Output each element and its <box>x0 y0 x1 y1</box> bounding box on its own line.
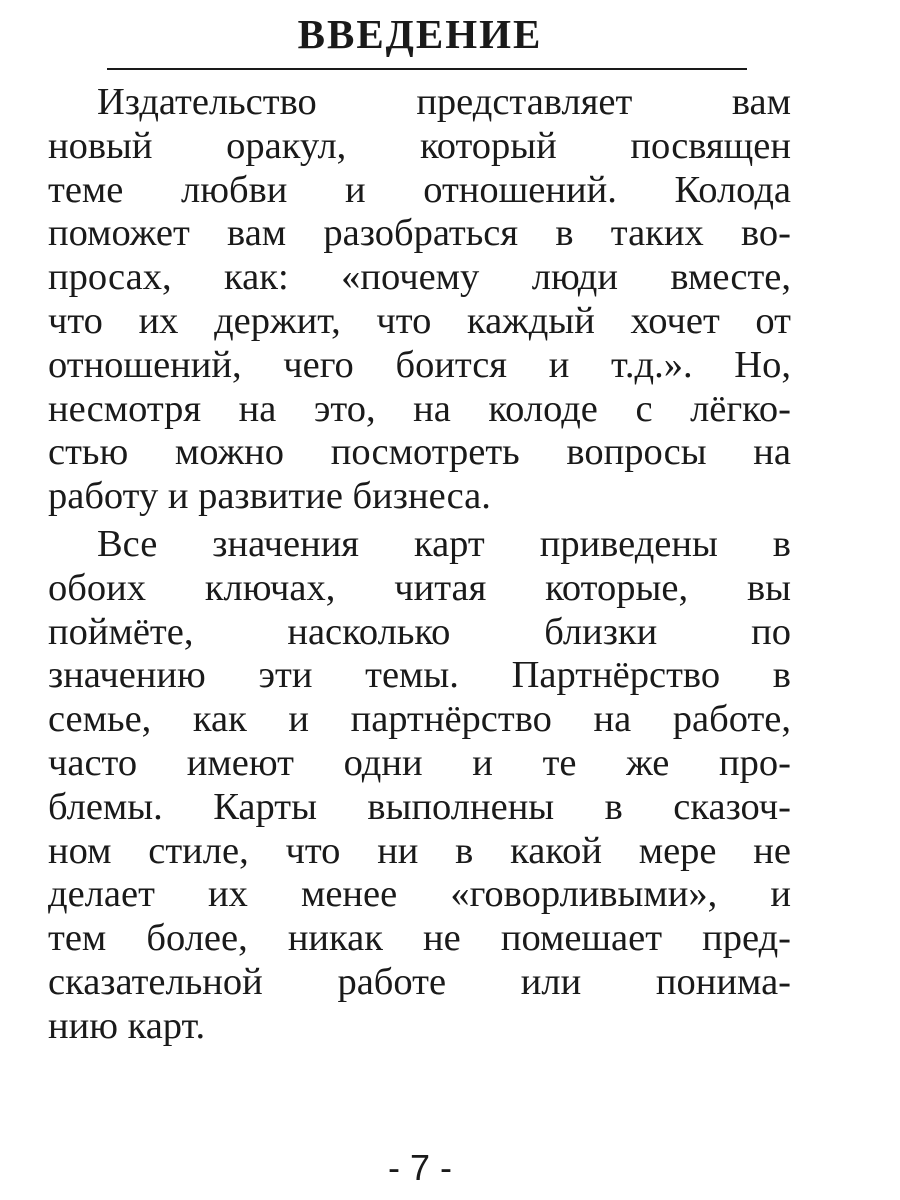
text-line: ном стиле, что ни в какой мере не <box>48 829 791 872</box>
text-line: значению эти темы. Партнёрство в <box>48 654 791 697</box>
paragraph-2 <box>48 523 791 1049</box>
page-number: - 7 - <box>387 1147 452 1188</box>
text-line: тем более, никак не помешает пред- <box>48 917 791 960</box>
text-line: сказательной работе или понима- <box>48 960 791 1003</box>
text-line: часто имеют одни и те же про- <box>48 741 791 784</box>
text-line: семье, как и партнёрство на работе, <box>48 698 791 741</box>
text-line: стью можно посмотреть вопросы на <box>48 431 791 474</box>
text-line: делает их менее «говорливыми», и <box>48 873 791 916</box>
text-line: отношений, чего боится и т.д.». Но, <box>48 343 791 386</box>
heading-divider <box>107 68 747 70</box>
text-line: просах, как: «почему люди вместе, <box>48 256 791 299</box>
text-line: Издательство представляет вам <box>97 81 791 123</box>
text-line: Все значения карт приведены в <box>97 522 791 565</box>
text-line: работу и развитие бизнеса. <box>48 475 491 518</box>
text-line: теме любви и отношений. Колода <box>48 168 791 211</box>
text-line: нию карт. <box>48 1004 206 1047</box>
text-line: несмотря на это, на колоде с лёгко- <box>48 387 791 430</box>
text-line: поймёте, насколько близки по <box>48 610 791 653</box>
text-line: что их держит, что каждый хочет от <box>48 299 791 342</box>
page-heading: ВВЕДЕНИЕ <box>297 11 543 57</box>
text-line: блемы. Карты выполнены в сказоч- <box>48 785 791 828</box>
text-line: поможет вам разобраться в таких во- <box>48 212 791 255</box>
paragraph-1 <box>48 81 791 519</box>
text-line: новый оракул, который посвящен <box>48 124 791 167</box>
text-line: обоих ключах, читая которые, вы <box>48 566 791 609</box>
body-text <box>48 81 791 1053</box>
